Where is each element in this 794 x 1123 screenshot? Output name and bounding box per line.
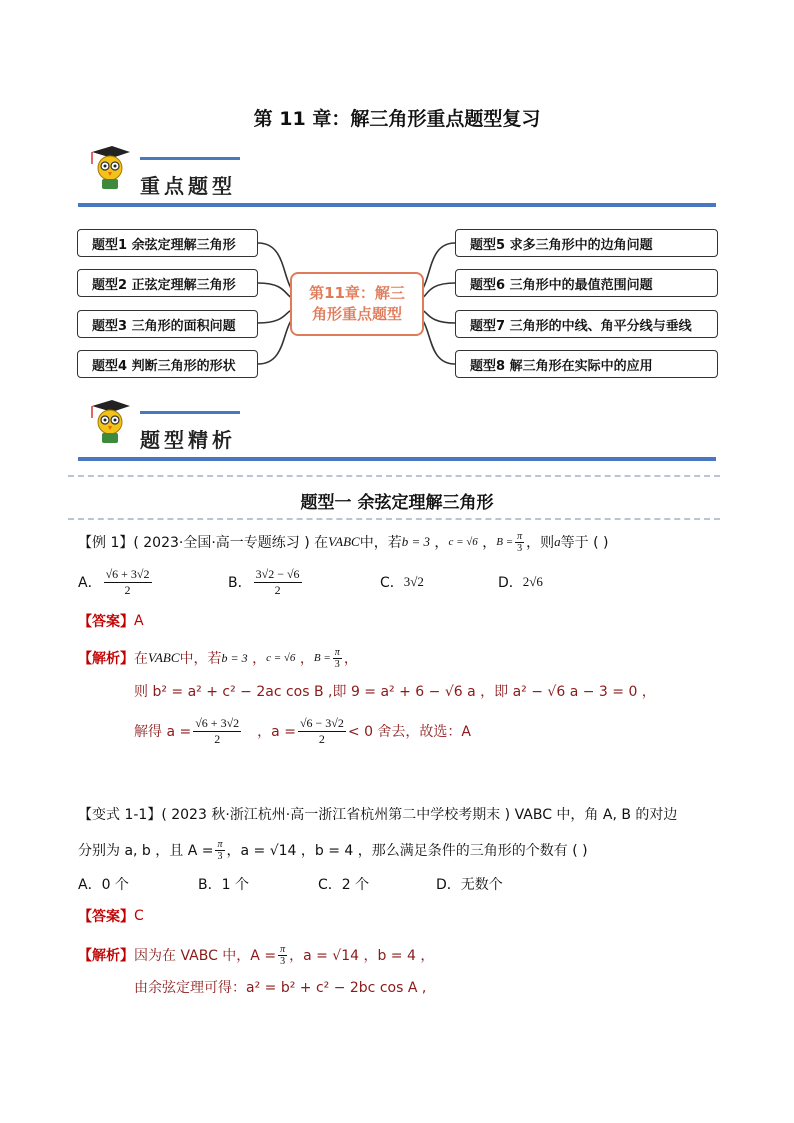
- fraction-numerator: √6 + 3√2: [105, 566, 150, 581]
- fraction-numerator: √6 + 3√2: [195, 715, 240, 730]
- text: 在: [134, 651, 148, 667]
- option-label: D．: [498, 575, 523, 591]
- fraction-numerator: √6 − 3√2: [299, 715, 344, 730]
- mindmap-node-topic4: 题型4 判断三角形的形状: [77, 350, 258, 378]
- analysis-equation: 则 b² = a² + c² − 2ac cos B ,即 9 = a² + 6 − √6 a ，即 a² − √6 a − 3 = 0 ，: [134, 684, 656, 700]
- condition-B: B =: [496, 536, 514, 548]
- mindmap-node-topic1: 题型1 余弦定理解三角形: [77, 229, 258, 257]
- example1-options: [78, 564, 543, 600]
- example1-analysis-line1: 【解析】 在 VABC 中，若 b = 3 ， c = √6 ， B = $\frac{\pi}{3}$ ，: [78, 646, 358, 670]
- option-d: [498, 572, 543, 592]
- triangle-symbol: VABC: [328, 534, 360, 549]
- variant-question: ( 2023 秋·浙江杭州·高一浙江省杭州第二中学校考期末 ) VABC 中，角 A, B 的对边: [161, 807, 678, 823]
- variant1-question-line2: [78, 834, 588, 866]
- condition-b: b = 3: [221, 650, 248, 665]
- variant1-answer: [78, 905, 144, 927]
- text: ，a = √14 ，b = 4 ，: [289, 948, 435, 964]
- fraction-denominator: 2: [274, 582, 281, 597]
- text: 分别为 a, b ，且 A =: [78, 843, 214, 859]
- option-label: A．: [78, 575, 102, 591]
- option-label: B．: [228, 575, 252, 591]
- text: 解得 a =: [134, 724, 192, 740]
- fraction-denominator: 3: [280, 955, 286, 967]
- fraction-denominator: 3: [334, 658, 340, 670]
- variant1-analysis-line2: [134, 976, 426, 998]
- variable-a: a: [554, 534, 561, 549]
- text: ，a = √14 ，b = 4 ，那么满足条件的三角形的个数有 ( ): [226, 843, 588, 859]
- analysis-tag: 【解析】: [78, 651, 134, 667]
- mindmap-node-topic5: 题型5 求多三角形中的边角问题: [455, 229, 718, 257]
- fraction-denominator: 3: [217, 850, 223, 862]
- document-title: 第 11 章：解三角形重点题型复习: [253, 108, 541, 130]
- answer-value: A: [134, 613, 144, 629]
- option-label: C．: [380, 575, 404, 591]
- fraction-denominator: 2: [124, 582, 131, 597]
- example1-tag: 【例 1】: [78, 535, 134, 551]
- text: 中，若: [359, 535, 402, 551]
- condition-c: c = √6: [448, 536, 478, 548]
- option-c: C．2 个: [318, 877, 370, 893]
- option-c: [380, 572, 498, 592]
- fraction-numerator: π: [517, 530, 523, 542]
- example1-question: 【例 1】 ( 2023·全国·高一专题练习 ) 在 VABC 中，若 b = 3 ， c = √6 ， B = $\frac{\pi}{3}$ ，则 a 等于 ( ): [78, 530, 609, 554]
- analysis-equation: 由余弦定理可得：a² = b² + c² − 2bc cos A ,: [134, 980, 427, 996]
- dashed-divider: [68, 475, 720, 477]
- text: 等于 ( ): [560, 535, 609, 551]
- option-value: 3√2: [403, 574, 424, 589]
- option-b: B．1 个: [198, 877, 249, 893]
- variant1-options: [78, 873, 503, 895]
- answer-value: C: [134, 908, 144, 924]
- condition-c: c = √6: [266, 652, 296, 664]
- variant1-analysis-line1: [78, 940, 434, 970]
- mindmap-node-topic2: 题型2 正弦定理解三角形: [77, 269, 258, 297]
- example1-source: ( 2023·全国·高一专题练习 ) 在: [133, 535, 329, 551]
- triangle-symbol: VABC: [148, 650, 180, 665]
- condition-B: B =: [313, 652, 331, 664]
- banner-label: 重点题型: [140, 174, 236, 198]
- option-a: A．0 个: [78, 877, 129, 893]
- mindmap-node-topic6: 题型6 三角形中的最值范围问题: [455, 269, 718, 297]
- fraction-numerator: π: [217, 838, 223, 850]
- dashed-divider: [68, 518, 720, 520]
- example1-analysis-line2: [134, 680, 656, 702]
- text: < 0 舍去，故选：A: [347, 724, 472, 740]
- fraction-numerator: π: [280, 943, 286, 955]
- example1-analysis-line3: [134, 712, 471, 750]
- mindmap-connectors: [0, 0, 794, 400]
- text: ，则: [526, 535, 555, 551]
- fraction-denominator: 2: [214, 731, 221, 746]
- option-d: D．无数个: [436, 877, 503, 893]
- answer-tag: 【答案】: [78, 909, 134, 925]
- fraction-denominator: 3: [517, 542, 523, 554]
- mindmap-center: 第11章：解三角形重点题型: [290, 272, 424, 336]
- option-a: [78, 567, 228, 598]
- condition-b: b = 3: [401, 534, 430, 549]
- text: 中，若: [179, 651, 222, 667]
- banner-bottom-line: [78, 457, 716, 461]
- fraction-denominator: 2: [318, 731, 325, 746]
- fraction-numerator: π: [334, 646, 340, 658]
- variant-tag: 【变式 1-1】: [78, 807, 162, 823]
- banner-top-line: [140, 411, 240, 414]
- variant1-question-line1: [78, 803, 677, 825]
- analysis-tag: 【解析】: [78, 948, 134, 964]
- banner-label: 题型精析: [140, 428, 236, 452]
- example1-answer: [78, 610, 144, 632]
- mindmap-node-topic3: 题型3 三角形的面积问题: [77, 310, 258, 338]
- text: ，a =: [257, 724, 296, 740]
- fraction-numerator: 3√2 − √6: [255, 566, 300, 581]
- text: 因为在 VABC 中，A =: [134, 948, 277, 964]
- section-heading: 题型一 余弦定理解三角形: [300, 493, 494, 513]
- mindmap-node-topic8: 题型8 解三角形在实际中的应用: [455, 350, 718, 378]
- mascot-icon: [84, 396, 134, 446]
- option-value: 2√6: [522, 574, 543, 589]
- mindmap-node-topic7: 题型7 三角形的中线、角平分线与垂线: [455, 310, 718, 338]
- answer-tag: 【答案】: [78, 614, 134, 630]
- option-b: [228, 567, 380, 598]
